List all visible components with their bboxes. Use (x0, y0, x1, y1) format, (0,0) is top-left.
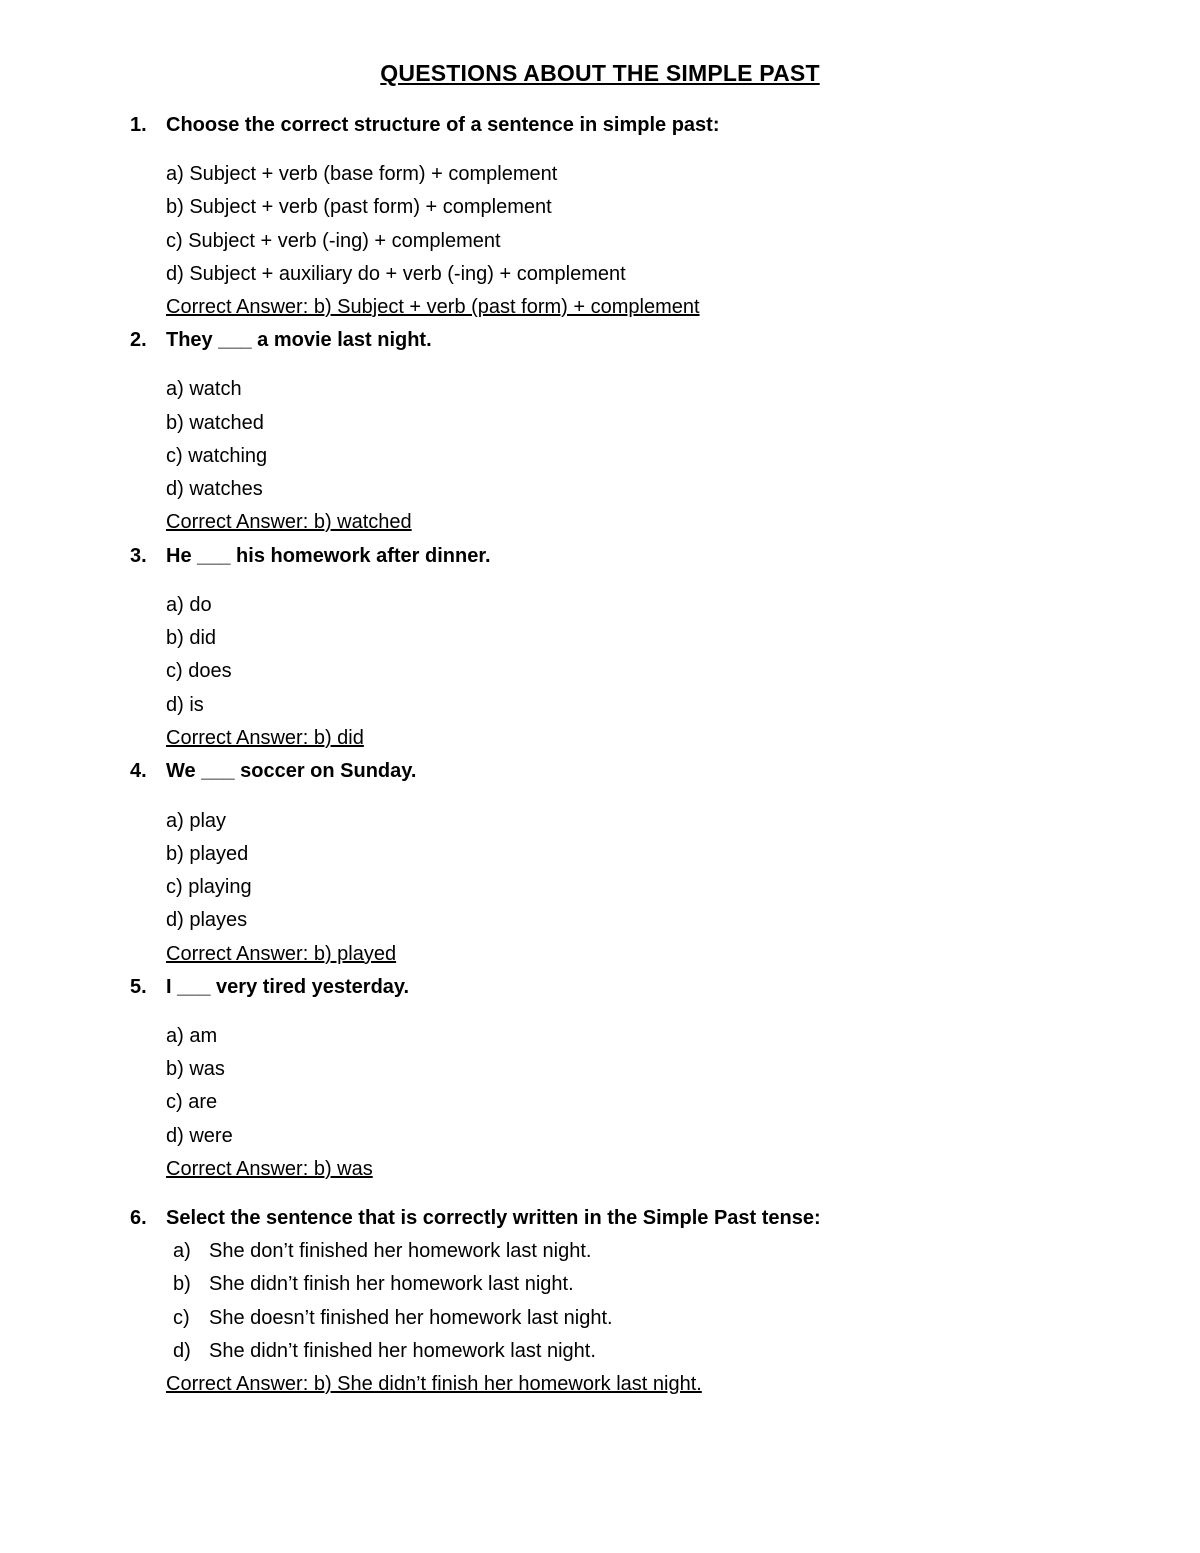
question-6-option-d-label: d) (173, 1340, 191, 1362)
question-2-number: 2. (130, 329, 147, 351)
question-2-option-d: d) watches (166, 478, 263, 500)
question-1-answer: Correct Answer: b) Subject + verb (past form) + complement (166, 296, 700, 318)
question-6-option-a-text: She don’t finished her homework last night. (209, 1240, 592, 1262)
question-3-text: He ___ his homework after dinner. (166, 545, 491, 567)
question-5-answer: Correct Answer: b) was (166, 1158, 373, 1180)
question-1-text: Choose the correct structure of a sentence in simple past: (166, 114, 720, 136)
question-3-option-a: a) do (166, 594, 212, 616)
question-6-answer: Correct Answer: b) She didn’t finish her homework last night. (166, 1373, 702, 1395)
question-1-option-a: a) Subject + verb (base form) + complement (166, 163, 558, 185)
question-4-option-b: b) played (166, 843, 249, 865)
question-1-option-c: c) Subject + verb (-ing) + complement (166, 230, 501, 252)
question-3-option-b: b) did (166, 627, 217, 649)
question-2-answer: Correct Answer: b) watched (166, 511, 412, 533)
question-2-option-c: c) watching (166, 445, 268, 467)
question-5-number: 5. (130, 976, 147, 998)
question-4-answer: Correct Answer: b) played (166, 943, 397, 965)
question-4-option-a: a) play (166, 810, 227, 832)
question-2-option-a: a) watch (166, 378, 242, 400)
question-3-option-c: c) does (166, 660, 232, 682)
question-6-text: Select the sentence that is correctly written in the Simple Past tense: (166, 1207, 821, 1229)
question-4-number: 4. (130, 760, 147, 782)
question-5-option-c: c) are (166, 1091, 218, 1113)
question-6-option-d-text: She didn’t finished her homework last night. (209, 1340, 596, 1362)
question-6-option-c-text: She doesn’t finished her homework last night. (209, 1307, 613, 1329)
question-1-option-d: d) Subject + auxiliary do + verb (-ing) + complement (166, 263, 626, 285)
question-4-text: We ___ soccer on Sunday. (166, 760, 417, 782)
question-5-option-b: b) was (166, 1058, 225, 1080)
question-4-option-c: c) playing (166, 876, 252, 898)
question-5-option-d: d) were (166, 1125, 233, 1147)
question-3-option-d: d) is (166, 694, 204, 716)
question-6-option-c-label: c) (173, 1307, 190, 1329)
question-2-option-b: b) watched (166, 412, 264, 434)
question-3-number: 3. (130, 545, 147, 567)
question-6-option-b-label: b) (173, 1273, 191, 1295)
question-1-option-b: b) Subject + verb (past form) + complement (166, 196, 552, 218)
question-2-text: They ___ a movie last night. (166, 329, 432, 351)
question-4-option-d: d) playes (166, 909, 248, 931)
question-6-number: 6. (130, 1207, 147, 1229)
document-title: QUESTIONS ABOUT THE SIMPLE PAST (380, 60, 820, 86)
question-5-option-a: a) am (166, 1025, 218, 1047)
question-1-number: 1. (130, 114, 147, 136)
question-5-text: I ___ very tired yesterday. (166, 976, 410, 998)
question-6-option-a-label: a) (173, 1240, 191, 1262)
question-3-answer: Correct Answer: b) did (166, 727, 364, 749)
question-6-option-b-text: She didn’t finish her homework last night. (209, 1273, 574, 1295)
